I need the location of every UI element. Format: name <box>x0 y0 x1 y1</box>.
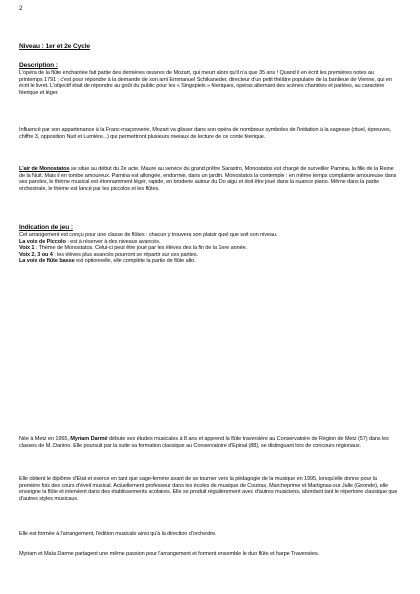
level-text: Niveau : 1er et 2e Cycle <box>19 43 90 50</box>
indication-title: Indication de jeu : <box>19 224 73 231</box>
bio-paragraph-2: Elle obtient le diplôme d'Etat et exerce en tant que sage-femme avant de se tourner vers la pédagogie de la musique en 1995, lorsqu'elle donne pour la première fois des cours d'éveil musical. Actuellement professeur dans les écoles de musique de Coutras, Marcheprime et Martignas-sur Jalle (Gironde), elle enseigne la flûte et intervient dans des établissements scolaires. Elle se produit régulièrement avec d'autres musiciens, abordant tant le répertoire classique que d'autres styles musicaux. <box>19 476 398 502</box>
description-paragraph-1: L'opéra de la flûte enchantée fait partie des dernières œuvres de Mozart, qui meurt alors qu'il n'a que 35 ans ! Quand il en écrit les premières notes au printemps 1791 ; c'est pour répondre à la demande de son ami Emmanuel Schikaneder, directeur d'un petit théâtre populaire de la banlieue de Vienne, qui en écrit le livret. L'objectif était de répondre au goût du public pour les « Singspiels » féeriques, opéras alternant des scènes chantées et parlées, au caractère féerique et léger. <box>19 70 392 96</box>
bio-paragraph-3: Elle est formée à l'arrangement, l'édition musicale ainsi qu'à la direction d'orchestre. <box>19 531 217 537</box>
description-section <box>19 62 398 96</box>
page-number: 2 <box>19 5 23 12</box>
voice234-label: Voix 2, 3 ou 4 <box>19 251 53 258</box>
bio-paragraph-1-block <box>19 436 398 449</box>
bass-text: est optionnelle, elle complète la partie de flûte alto. <box>74 258 196 265</box>
indication-line-bass <box>19 258 398 265</box>
indication-section <box>19 224 398 265</box>
bio-paragraph-4: Myriam et Maïa Darme partagent une même passion pour l'arrangement et forment ensemble le duo flûte et harpe Traversées. <box>19 551 320 557</box>
level-heading <box>19 43 398 51</box>
bio-text-1: débute ses études musicales à 8 ans et apprend la flûte traversière au Conservatoire de Région de Metz (57) dans les classes de M. Danino. Elle poursuit par la suite sa formation classique au Conservatoire d'Epinal (88), se distinguant lors de concours régionaux. <box>19 436 389 449</box>
monostatos-section <box>19 166 398 192</box>
description-paragraph-2: Influencé par son appartenance à la Franc-maçonnerie, Mozart va glisser dans son opéra de nombreux symboles de l'initiation à la sagesse (rituel, épreuves, chiffre 3, opposition Nuit et Lumière...) qui permettront plusieurs niveaux de lecture de ce conte féerique. <box>19 127 392 140</box>
description-title: Description : <box>19 62 58 69</box>
voice1-label: Voix 1 <box>19 245 35 252</box>
indication-intro: Cet arrangement est conçu pour une classe de flûtes : chacun y trouvera son plaisir quel que soit son niveau. <box>19 232 278 238</box>
bio-name: Myriam Darmé <box>70 436 108 442</box>
bio-paragraph-4-block <box>19 551 398 558</box>
bio-paragraph-1 <box>19 436 398 449</box>
bio-paragraph-3-block <box>19 531 398 538</box>
piccolo-label: La voix de Piccolo <box>19 238 66 245</box>
bio-intro: Née à Metz en 1965, <box>19 436 71 442</box>
bass-label: La voix de flûte basse <box>19 258 75 265</box>
monostatos-text: se situe au début du 2e acte. Maure au service du grand prêtre Sarastro, Monostatos est chargé de surveiller Pamina, la fille de la Reine de la Nuit. Mais il en tombe amoureux. Pamina est allongée, endormie, dans un jardin. Monostatos la contemple : en même temps complainte amoureuse dans ses paroles, le thème musical est étonnamment léger, rapide, en broderie autour du Do aigu et doit être joué dans la nuance piano. Même dans la partie orchestrale, le thème est lancé par les piccolos et les flûtes. <box>19 166 397 192</box>
voice234-text: : les élèves plus avancés pourront se répartir sur ces parties. <box>52 251 198 258</box>
monostatos-label: L'air de Monostatos <box>19 166 70 172</box>
description-paragraph-2-block <box>19 127 398 140</box>
piccolo-text: : est à réserver à des niveaux avancés. <box>65 238 161 245</box>
bio-paragraph-2-block <box>19 476 398 502</box>
description-paragraph-3 <box>19 166 398 192</box>
voice1-text: : Thème de Monostatos. Celui-ci peut être joué par les élèves des la fin de la 1ere année. <box>34 245 248 252</box>
